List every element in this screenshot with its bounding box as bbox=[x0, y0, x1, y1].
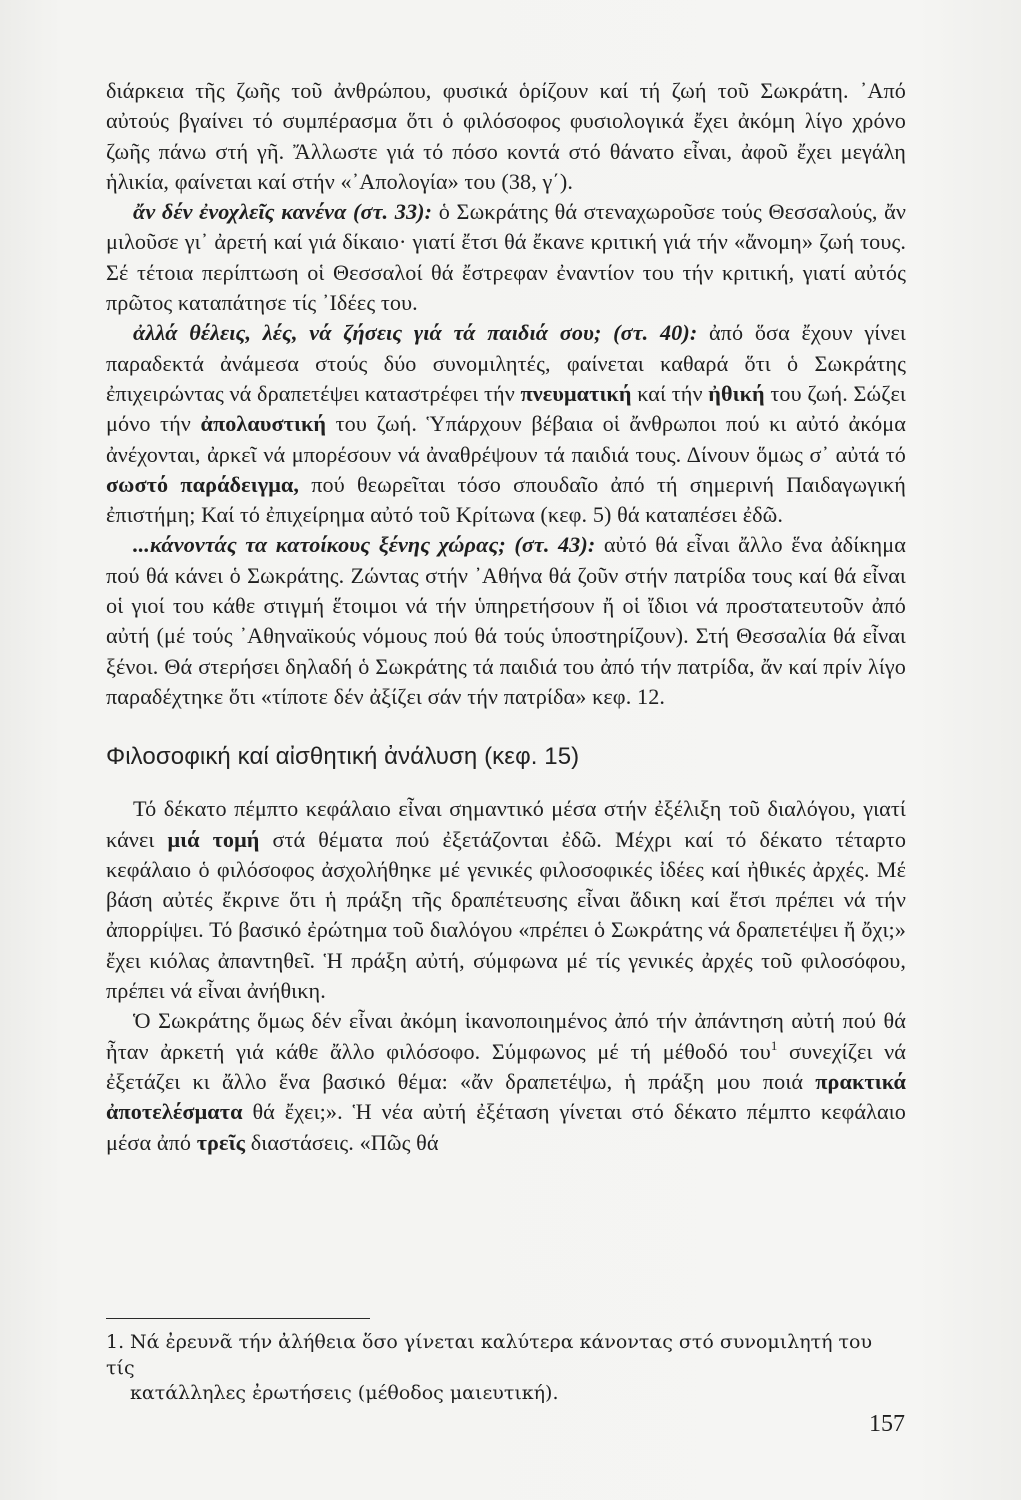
footnote-line-1: Νά ἐρευνᾶ τήν ἀλήθεια ὅσο γίνεται καλύτερα κάνοντας στό συνομιλητή του τίς bbox=[106, 1331, 873, 1379]
section-heading: Φιλοσοφική καί αἰσθητική ἀνάλυση (κεφ. 15) bbox=[106, 743, 580, 771]
emphasis-text: ἄν δέν ἐνοχλεῖς κανένα (στ. 33): bbox=[133, 199, 433, 225]
emphasis-text: ...κάνοντάς τα κατοίκους ξένης χώρας; (στ. 43): bbox=[133, 532, 596, 558]
text-run: στά θέματα πού ἐξετάζονται ἐδῶ. Μέχρι καί τό δέκατο τέταρτο κεφάλαιο ὁ φιλόσοφος ἀσχολήθηκε μέ γενικές φιλοσοφικές ἰδέες καί ἠθικές ἀρχές. Μέ βάση αὐτές ἔκρινε ὅτι ἡ πράξη τῆς δραπέτευσης εἶναι ἄδικη καί ἔτσι πρέπει νά τήν ἀπορρίψει. Τό βασικό ἐρώτημα τοῦ διαλόγου «πρέπει ὁ Σωκράτης νά δραπετέψει ἤ ὄχι;» ἔχει κιόλας ἀπαντηθεῖ. Ἡ πράξη αὐτή, σύμφωνα μέ τίς γενικές ἀρχές τοῦ φιλοσόφου, πρέπει νά εἶναι ἀνήθικη. bbox=[106, 826, 907, 1004]
emphasis-text: ἀπολαυστική bbox=[200, 411, 327, 437]
text-run: καί τήν bbox=[631, 380, 709, 406]
footnote-number: 1. bbox=[106, 1331, 125, 1353]
emphasis-text: σωστό παράδειγμα, bbox=[106, 471, 300, 497]
emphasis-text: μιά τομή bbox=[167, 826, 260, 852]
emphasis-text: τρεῖς bbox=[196, 1129, 246, 1155]
text-run: ὁ Σωκράτης θά στεναχωροῦσε τούς Θεσσαλούς, ἄν μιλοῦσε γι᾽ ἀρετή καί γιά δίκαιο· γιατί ἔτσι θά ἔκανε κριτική γιά τήν «ἄνομη» ζωή τους. Σέ τέτοια περίπτωση οἱ Θεσσαλοί θά ἔστρεφαν ἐναντίον του τήν κριτική, γιατί αὐτός πρῶτος καταπάτησε τίς ᾽Ιδέες του. bbox=[106, 199, 906, 316]
footnote-divider bbox=[106, 1318, 370, 1319]
spacer bbox=[106, 712, 906, 736]
text-run: Τό δέκατο πέμπτο κεφάλαιο εἶναι σημαντικό μέσα στήν ἐξέλιξη τοῦ διαλόγου, γιατί κάνει bbox=[106, 796, 906, 852]
footnote-line-2: κατάλληλες ἐρωτήσεις (μέθοδος μαιευτική). bbox=[130, 1382, 559, 1404]
emphasis-text: πρακτικά ἀποτελέσματα bbox=[106, 1068, 906, 1125]
text-run: αὐτό θά εἶναι ἄλλο ἕνα ἀδίκημα πού θά κάνει ὁ Σωκράτης. Ζώντας στήν ᾽Αθήνα θά ζοῦν στήν πατρίδα τους καί θά εἶναι οἱ γιοί του κάθε στιγμή ἕτοιμοι νά τήν ὑπηρετήσουν ἤ οἱ ἴδιοι νά προστατευτοῦν ἀπό αὐτή (μέ τούς ᾽Αθηναϊκούς νόμους πού θά τούς ὑποστηρίζουν). Στή Θεσσαλία θά εἶναι ξένοι. Θά στερήσει δηλαδή ὁ Σωκράτης τά παιδιά του ἀπό τήν πατρίδα, ἄν καί πρίν λίγο παραδέχτηκε ὅτι «τίποτε δέν ἀξίζει σάν τήν πατρίδα» κεφ. 12. bbox=[106, 532, 906, 709]
emphasis-text: ἠθική bbox=[708, 380, 765, 406]
text-run: συνεχίζει νά ἐξετάζει κι ἄλλο ἕνα βασικό θέμα: «ἄν δραπετέψω, ἡ πράξη μου ποιά bbox=[106, 1038, 906, 1094]
text-run: Ὁ Σωκράτης ὅμως δέν εἶναι ἀκόμη ἱκανοποιημένος ἀπό τήν ἀπάντηση αὐτή πού θά ἦταν ἀρκετή γιά κάθε ἄλλο φιλόσοφο. Σύμφωνος μέ τή μέθοδό του bbox=[106, 1008, 906, 1064]
paragraph-2 bbox=[106, 197, 906, 318]
emphasis-text: πνευματική bbox=[520, 380, 632, 406]
paragraph-6 bbox=[106, 1006, 906, 1157]
text-run: του ζωή. Σώζει μόνο τήν bbox=[106, 380, 907, 437]
footnote bbox=[106, 1330, 906, 1407]
paragraph-3 bbox=[106, 318, 906, 530]
text-run: διάρκεια τῆς ζωῆς τοῦ ἀνθρώπου, φυσικά ὁρίζουν καί τή ζωή τοῦ Σωκράτη. ᾽Από αὐτούς βγαίνει τό συμπέρασμα ὅτι ὁ φιλόσοφος φυσιολογικά ἔχει ἀκόμη λίγο χρόνο ζωῆς πάνω στή γῆ. Ἄλλωστε γιά τό πόσο κοντά στό θάνατο εἶναι, ἀφοῦ ἔχει μεγάλη ἡλικία, φαίνεται καί στήν «᾽Απολογία» του (38, γ΄). bbox=[106, 78, 906, 194]
paragraph-4 bbox=[106, 530, 906, 712]
main-text bbox=[106, 76, 906, 1158]
emphasis-text: ἀλλά θέλεις, λές, νά ζήσεις γιά τά παιδιά σου; (στ. 40): bbox=[133, 320, 698, 346]
text-run: θά ἔχει;». Ἡ νέα αὐτή ἐξέταση γίνεται στό δέκατο πέμπτο κεφάλαιο μέσα ἀπό bbox=[106, 1099, 906, 1155]
text-run: πού θεωρεῖται τόσο σπουδαῖο ἀπό τή σημερινή Παιδαγωγική ἐπιστήμη; Καί τό ἐπιχείρημα αὐτό τοῦ Κρίτωνα (κεφ. 5) θά καταπέσει ἐδῶ. bbox=[106, 471, 906, 528]
page-number: 157 bbox=[869, 1411, 905, 1437]
text-run: ἀπό ὅσα ἔχουν γίνει παραδεκτά ἀνάμεσα στούς δύο συνομιλητές, φαίνεται καθαρά ὅτι ὁ Σωκράτης ἐπιχειρώντας νά δραπετέψει καταστρέφει τήν bbox=[106, 320, 906, 406]
text-run: διαστάσεις. «Πῶς θά bbox=[245, 1129, 439, 1155]
text-run: του ζωή. Ὑπάρχουν βέβαια οἱ ἄνθρωποι πού κι αὐτό ἀκόμα ἀνέχονται, ἀρκεῖ νά μπορέσουν νά ἀναθρέψουν τά παιδιά τους. Δίνουν ὅμως σ᾽ αὐτά τό bbox=[106, 411, 906, 467]
footnote-ref: 1 bbox=[770, 1037, 778, 1053]
paragraph-5 bbox=[106, 794, 906, 1006]
paragraph-1 bbox=[106, 76, 906, 197]
